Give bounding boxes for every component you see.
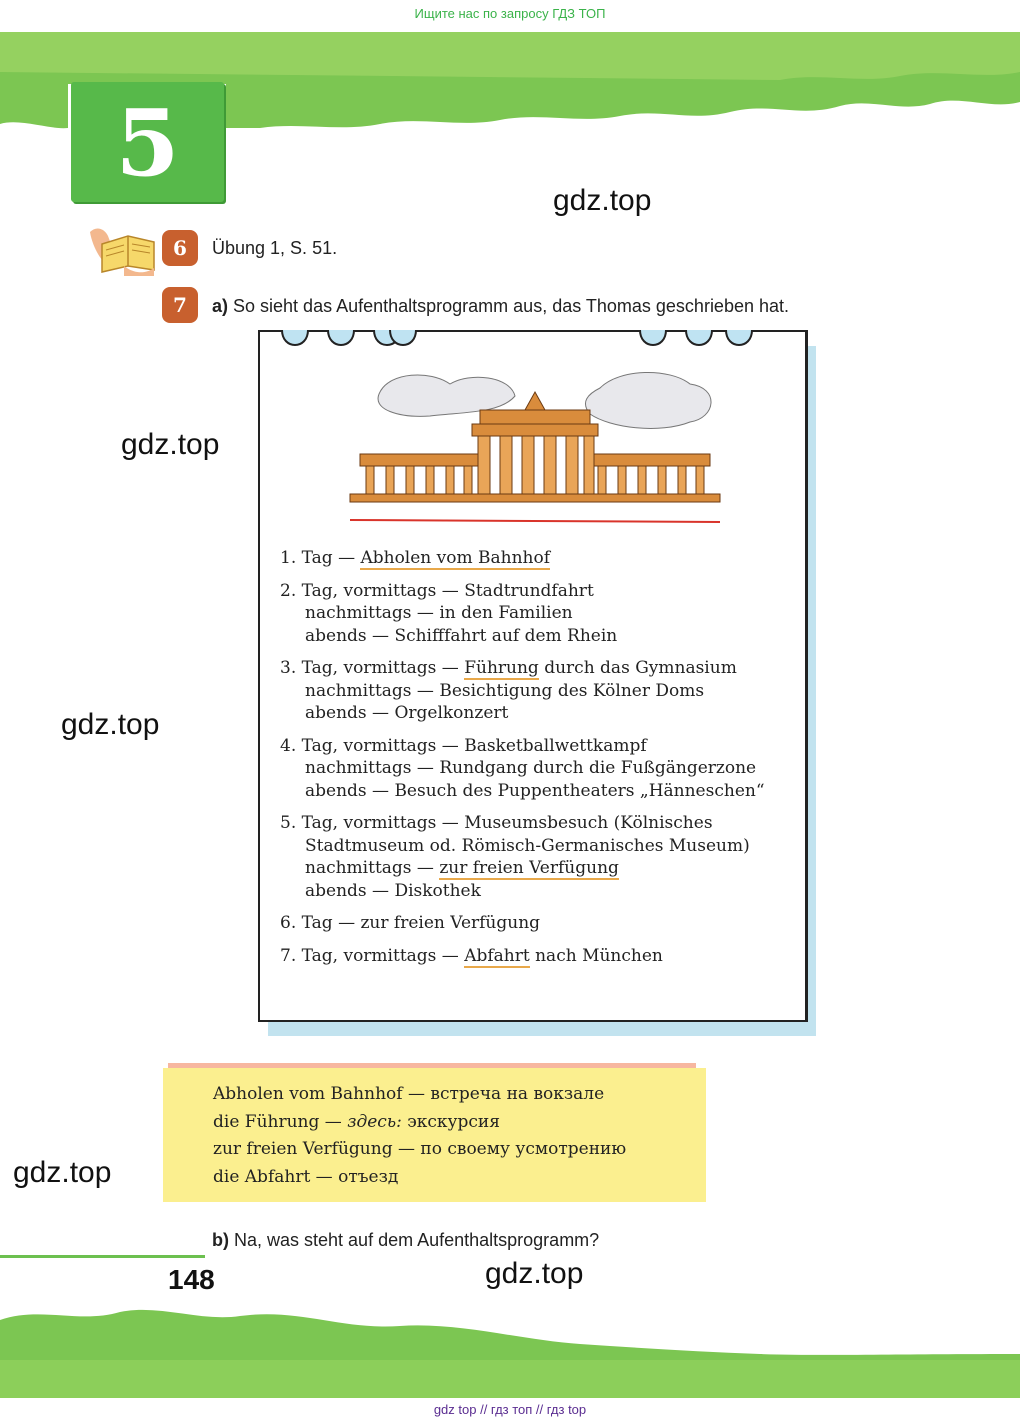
program-list bbox=[280, 547, 765, 967]
chapter-number: 5 bbox=[115, 89, 180, 197]
book-reading-icon bbox=[84, 222, 160, 278]
day-1-line bbox=[280, 547, 765, 570]
notepad-spiral-rings bbox=[270, 326, 790, 362]
vocab-ru: встреча на вокзале bbox=[430, 1084, 605, 1104]
top-banner[interactable]: Ищите нас по запросу ГДЗ ТОП bbox=[414, 6, 606, 21]
task-number-badge: 6 bbox=[162, 230, 198, 266]
day-3-tail: durch das Gymnasium bbox=[538, 658, 737, 678]
day-7-tail: nach München bbox=[529, 945, 663, 966]
vocab-de: Abholen vom Bahnhof bbox=[213, 1084, 403, 1104]
bottom-grass-band bbox=[0, 1300, 1020, 1398]
vocab-row bbox=[213, 1136, 626, 1164]
day-3-underlined: Führung bbox=[464, 658, 539, 678]
day-3-line-3: abends — Orgelkonzert bbox=[305, 703, 509, 723]
watermark: gdz.top bbox=[485, 1257, 584, 1290]
day-5-line-3 bbox=[280, 857, 765, 880]
task-7b-text bbox=[212, 1230, 599, 1251]
day-5-line-1: 5. Tag, vormittags — Museumsbesuch (Kölnisches bbox=[280, 813, 713, 833]
vocab-ru: отъезд bbox=[338, 1166, 399, 1187]
day-5-line-4: abends — Diskothek bbox=[305, 880, 481, 901]
page-number-rule bbox=[0, 1255, 205, 1258]
vocab-sep: — bbox=[402, 1084, 431, 1104]
task-number-badge: 7 bbox=[162, 287, 198, 323]
day-3-line-1 bbox=[280, 657, 765, 680]
day-6-line: 6. Tag — zur freien Verfügung bbox=[280, 913, 541, 933]
vocab-row bbox=[213, 1081, 626, 1109]
task-label: a) bbox=[212, 296, 229, 316]
day-3-head: 3. Tag, vormittags — bbox=[280, 658, 465, 678]
vocab-de: zur freien Verfügung bbox=[213, 1139, 393, 1159]
day-2-line-1: 2. Tag, vormittags — Stadtrundfahrt bbox=[280, 580, 594, 601]
day-7-line bbox=[280, 945, 765, 968]
day-7-underlined: Abfahrt bbox=[464, 945, 530, 966]
vocab-de: die Führung bbox=[213, 1111, 320, 1132]
vocab-sep: — bbox=[392, 1139, 421, 1159]
footer-links[interactable]: gdz top // гдз топ // гдз top bbox=[433, 1402, 587, 1417]
vocab-sep: — bbox=[310, 1166, 339, 1187]
page-number: 148 bbox=[168, 1264, 215, 1295]
brandenburg-gate-illustration bbox=[340, 362, 730, 528]
vocabulary-list bbox=[213, 1081, 626, 1191]
watermark: gdz.top bbox=[61, 708, 160, 741]
task-6-text: Übung 1, S. 51. bbox=[212, 238, 338, 258]
day-4-line-2: nachmittags — Rundgang durch die Fußgängerzone bbox=[305, 758, 757, 778]
day-7-head: 7. Tag, vormittags — bbox=[280, 945, 465, 966]
watermark: gdz.top bbox=[553, 184, 652, 217]
vocab-sep: — bbox=[319, 1111, 348, 1132]
task-7b-body: Na, was steht auf dem Aufenthaltsprogramm? bbox=[229, 1230, 600, 1250]
task-7a-body: So sieht das Aufenthaltsprogramm aus, das Thomas geschrieben hat. bbox=[228, 296, 790, 316]
task-label: b) bbox=[212, 1230, 229, 1250]
watermark: gdz.top bbox=[13, 1156, 112, 1189]
vocab-de: die Abfahrt bbox=[213, 1166, 311, 1187]
vocab-ru: по своему усмотрению bbox=[420, 1139, 627, 1159]
day-2-line-3: abends — Schifffahrt auf dem Rhein bbox=[305, 625, 618, 646]
task-7a-text bbox=[212, 296, 789, 317]
day-3-line-2: nachmittags — Besichtigung des Kölner Doms bbox=[305, 680, 705, 701]
watermark: gdz.top bbox=[121, 428, 220, 461]
vocab-row bbox=[213, 1164, 626, 1192]
day-2-line-2: nachmittags — in den Familien bbox=[305, 603, 573, 623]
day-4-line-3: abends — Besuch des Puppentheaters „Hänneschen“ bbox=[305, 780, 765, 801]
vocab-note: здесь: bbox=[347, 1111, 402, 1132]
day-4-line-1: 4. Tag, vormittags — Basketballwettkampf bbox=[280, 735, 647, 756]
vocab-ru: экскурсия bbox=[401, 1111, 500, 1132]
day-1-head: 1. Tag — bbox=[280, 548, 361, 568]
day-5-l3-head: nachmittags — bbox=[305, 858, 440, 878]
day-5-underlined: zur freien Verfügung bbox=[439, 858, 619, 878]
day-5-line-2: Stadtmuseum od. Römisch-Germanisches Museum) bbox=[305, 835, 750, 856]
vocab-row bbox=[213, 1109, 626, 1137]
day-1-underlined: Abholen vom Bahnhof bbox=[360, 548, 551, 568]
